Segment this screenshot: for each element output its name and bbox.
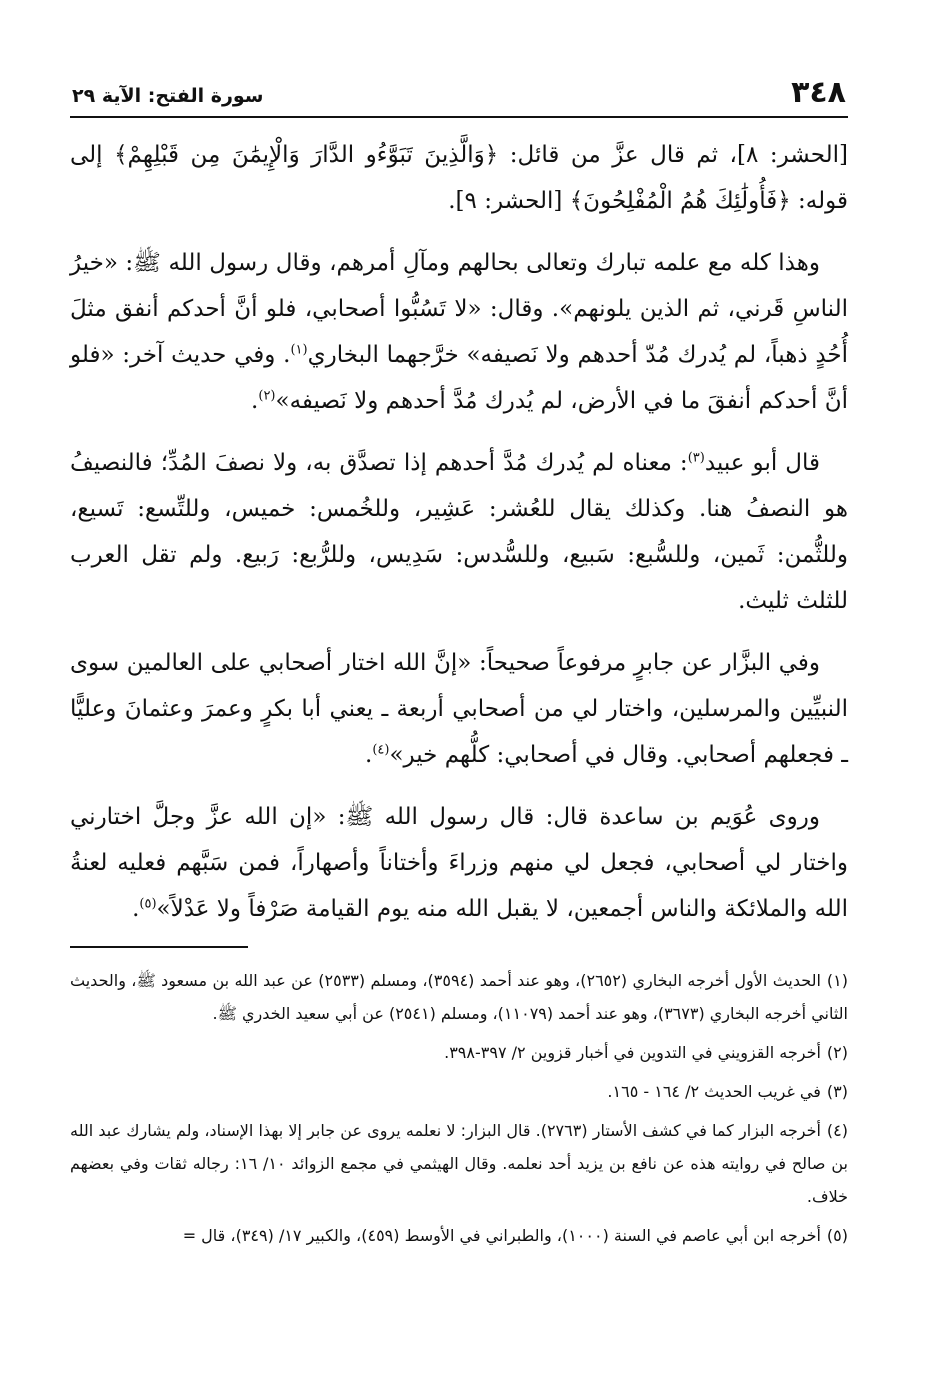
footnote-ref[interactable]: (٤) xyxy=(372,742,390,758)
footnote-text: أخرجه القزويني في التدوين في أخبار قزوين ٢/ ٣٩٧-٣٩٨. xyxy=(444,1043,821,1062)
footnote-separator xyxy=(70,946,848,948)
paragraph-text: وروى عُوَيم بن ساعدة قال: قال رسول الله ﷺ: «إن الله عزَّ وجلَّ اختارني واختار لي أصحابي، فجعل لي منهم وزراءَ وأختاناً وأصهاراً، فمن سَبَّهم فعليه لعنةُ الله والملائكة والناس أجمعين، لا يقبل الله منه يوم القيامة صَرْفاً ولا عَدْلاً» xyxy=(70,804,848,922)
footnote-text: أخرجه البزار كما في كشف الأستار (٢٧٦٣). قال البزار: لا نعلمه يروى عن جابر إلا بهذا الإسناد، ولم يشارك عبد الله بن صالح في روايته هذه عن نافع بن يزيد أحد نعلمه. وقال الهيثمي في مجمع الزوائد ١٠/ ١٦: رجاله ثقات وفي بعضهم خلاف. xyxy=(70,1121,848,1206)
footnote-3 xyxy=(70,1075,848,1108)
paragraph-text: وهذا كله مع علمه تبارك وتعالى بحالهم ومآلِ أمرهم، وقال رسول الله ﷺ: «خيرُ الناسِ قَرني، ثم الذين يلونهم». وقال: «لا تَسُبُّوا أصحابي، فلو أنَّ أحدكم أنفق مثلَ أُحُدٍ ذهباً، لم يُدرك مُدّ أحدهم ولا نَصيفه» خرَّجهما البخاري xyxy=(70,250,849,368)
footnote-text: الحديث الأول أخرجه البخاري (٢٦٥٢)، وهو عند أحمد (٣٥٩٤)، ومسلم (٢٥٣٣) عن عبد الله بن مسعود ﷺ، والحديث الثاني أخرجه البخاري (٣٦٧٣)، وهو عند أحمد (١١٠٧٩)، ومسلم (٢٥٤١) عن أبي سعيد الخدري ﷺ. xyxy=(70,971,848,1023)
paragraph-5 xyxy=(70,794,848,932)
paragraph-text: . xyxy=(251,388,259,414)
footnotes xyxy=(70,964,848,1252)
footnote-text: أخرجه ابن أبي عاصم في السنة (١٠٠٠)، والطبراني في الأوسط (٤٥٩)، والكبير ١٧/ (٣٤٩)، قال = xyxy=(182,1226,821,1245)
footnote-1 xyxy=(70,964,848,1030)
paragraph-text: وفي البزَّار عن جابرٍ مرفوعاً صحيحاً: «إنَّ الله اختار أصحابي على العالمين سوى النبيِّين والمرسلين، واختار لي من أصحابي أربعة ـ يعني أبا بكرٍ وعمرَ وعثمانَ وعليًّا ـ فجعلهم أصحابي. وقال في أصحابي: كلُّهم خير» xyxy=(70,650,848,768)
footnote-number: (٥) xyxy=(826,1226,848,1245)
running-title: سورة الفتح: الآية ٢٩ xyxy=(72,85,264,107)
footnote-4 xyxy=(70,1114,848,1213)
footnote-text: في غريب الحديث ٢/ ١٦٤ - ١٦٥. xyxy=(607,1082,821,1101)
page-header xyxy=(70,68,848,118)
paragraph-4 xyxy=(70,640,848,778)
main-text xyxy=(70,132,848,932)
paragraph-text: [الحشر: ٨]، ثم قال عزَّ من قائل: ﴿وَالَّذِينَ تَبَوَّءُو الدَّارَ وَالْإِيمَٰنَ مِن قَبْلِهِمْ﴾ إلى قوله: ﴿فَأُولَٰئِكَ هُمُ الْمُفْلِحُونَ﴾ [الحشر: ٩]. xyxy=(70,142,848,214)
footnote-5 xyxy=(70,1219,848,1252)
footnote-number: (١) xyxy=(826,971,849,990)
paragraph-text: . xyxy=(132,896,140,922)
separator-line xyxy=(70,946,248,948)
footnote-2 xyxy=(70,1036,848,1069)
page-number: ٣٤٨ xyxy=(791,75,846,110)
paragraph-text: . وفي حديث آخر: «فلو أنَّ أحدكم أنفقَ ما في الأرض، لم يُدرك مُدَّ أحدهم ولا نَصيفه» xyxy=(70,342,848,414)
footnote-ref[interactable]: (٢) xyxy=(258,388,276,404)
footnote-ref[interactable]: (٥) xyxy=(139,896,157,912)
paragraph-3 xyxy=(70,440,848,624)
document-page xyxy=(70,68,848,1368)
paragraph-1 xyxy=(70,132,848,224)
paragraph-text: قال أبو عبيد xyxy=(704,450,820,476)
paragraph-text: . xyxy=(365,742,373,768)
footnote-number: (٤) xyxy=(826,1121,849,1140)
footnote-number: (٢) xyxy=(826,1043,848,1062)
paragraph-2 xyxy=(70,240,848,424)
footnote-ref[interactable]: (١) xyxy=(290,342,308,358)
footnote-number: (٣) xyxy=(826,1082,848,1101)
footnote-ref[interactable]: (٣) xyxy=(687,450,705,466)
paragraph-text: : معناه لم يُدرك مُدَّ أحدهم إذا تصدَّق به، ولا نصفَ المُدِّ؛ فالنصيفُ هو النصفُ هنا. وكذلك يقال للعُشر: عَشِير، وللخُمس: خميس، وللتِّسع: تَسيع، وللثُّمن: ثَمين، وللسُّبع: سَبيع، وللسُّدس: سَدِيس، وللرُّبع: رَبيع. ولم تقل العرب للثلث ثليث. xyxy=(70,450,848,614)
